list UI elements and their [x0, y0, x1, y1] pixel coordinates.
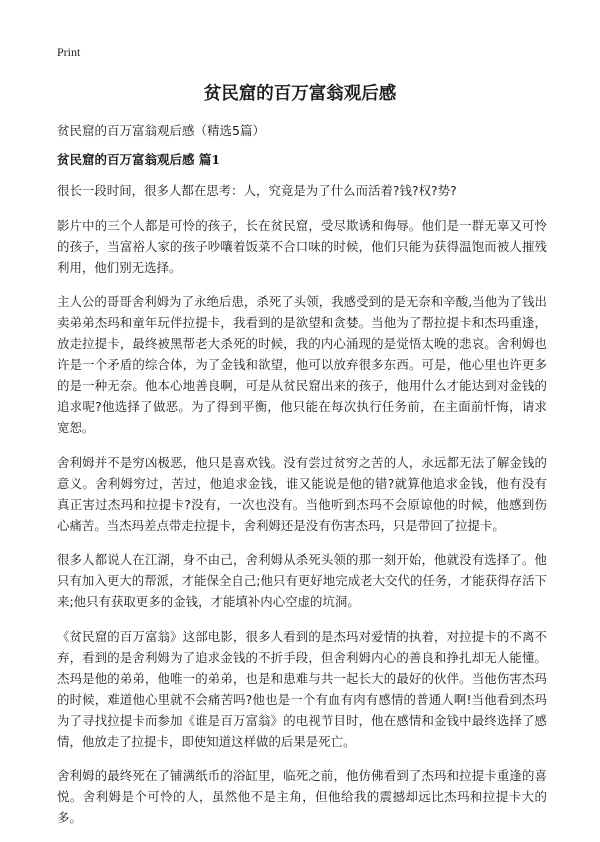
- paragraph: 很多人都说人在江湖，身不由己，舍利姆从杀死头领的那一刻开始，他就没有选择了。他只有加入更大的帮派，才能保全自己;他只有更好地完成老大交代的任务，才能获得存活下来;他只有获取更多的金钱，才能填补内心空虚的坑洞。: [57, 552, 547, 609]
- subtitle: 贫民窟的百万富翁观后感（精选5篇）: [57, 123, 265, 138]
- paragraph: 主人公的哥哥舍利姆为了永绝后患，杀死了头领，我感受到的是无奈和辛酸,当他为了钱出卖弟弟杰玛和童年玩伴拉提卡，我看到的是欲望和贪婪。当他为了帮拉提卡和杰玛重逢，放走拉提卡，最终被黑帮老大杀死的时候，我的内心涌现的是觉悟太晚的悲哀。舍利姆也许是一个矛盾的综合体，为了金钱和欲望，他可以放弃很多东西。可是，他心里也许更多的是一种无奈。他本心地善良啊，可是从贫民窟出来的孩子，他用什么才能达到对金钱的追求呢?他选择了做恶。为了得到平衡，他只能在每次执行任务前，在主面前忏悔，请求宽恕。: [57, 294, 547, 435]
- paragraph: 影片中的三个人都是可怜的孩子，长在贫民窟，受尽欺诱和侮辱。他们是一群无辜又可怜的孩子，当富裕人家的孩子吵嚷着饭菜不合口味的时候，他们只能为获得温饱而被人摧残利用，他们别无选择。: [57, 217, 547, 275]
- article-body: [57, 180, 547, 842]
- print-link[interactable]: Print: [57, 45, 81, 59]
- page-title: 贫民窟的百万富翁观后感: [203, 84, 397, 104]
- section-heading: 贫民窟的百万富翁观后感 篇1: [57, 152, 221, 167]
- paragraph: 舍利姆的最终死在了铺满纸币的浴缸里，临死之前，他仿佛看到了杰玛和拉提卡重逢的喜悦。舍利姆是个可怜的人，虽然他不是主角，但他给我的震撼却远比杰玛和拉提卡大的多。: [57, 768, 547, 825]
- paragraph: 《贫民窟的百万富翁》这部电影，很多人看到的是杰玛对爱情的执着，对拉提卡的不离不弃，看到的是舍利姆为了追求金钱的不折手段，但舍利姆内心的善良和挣扎却无人能懂。杰玛是他的弟弟，他唯一的弟弟，也是和患难与共一起长大的最好的伙伴。当他伤害杰玛的时候，难道他心里就不会痛苦吗?他也是一个有血有肉有感情的普通人啊!当他看到杰玛为了寻找拉提卡而参加《谁是百万富翁》的电视节目时，他在感情和金钱中最终选择了感情，他放走了拉提卡，即使知道这样做的后果是死亡。: [57, 628, 547, 749]
- paragraph: 舍利姆并不是穷凶极恶，他只是喜欢钱。没有尝过贫穷之苦的人，永远都无法了解金钱的意义。舍利姆穷过，苦过，他追求金钱，谁又能说是他的错?就算他追求金钱，他有没有真正害过杰玛和拉提卡?没有，一次也没有。当他听到杰玛不会原谅他的时候，他感到伤心痛苦。当杰玛差点带走拉提卡，舍利姆还是没有伤害杰玛，只是带回了拉提卡。: [57, 454, 547, 533]
- paragraph: 很长一段时间，很多人都在思考：人，究竟是为了什么而活着?钱?权?势?: [57, 183, 457, 198]
